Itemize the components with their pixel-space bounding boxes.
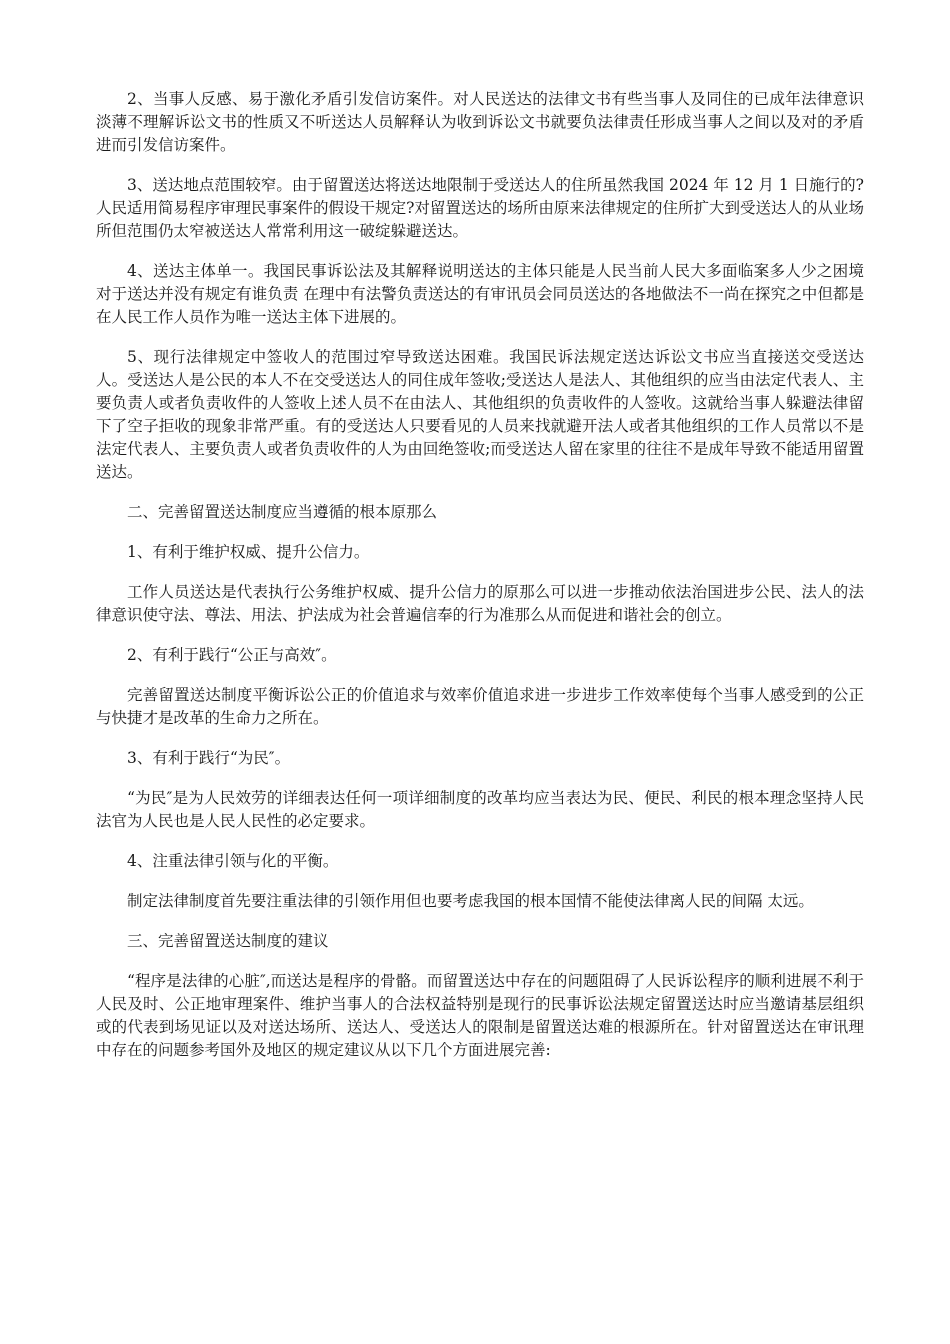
paragraph-point-3: 3、送达地点范围较窄。由于留置送达将送达地限制于受送达人的住所虽然我国 2024 年 12 月 1 日施行的?人民适用简易程序审理民事案件的假设干规定?对留置送达的场所由原来法律规定的住所扩大到受送达人的从业场所但范围仍太窄被送达人常常利用这一破绽躲避送达。 — [96, 176, 864, 240]
paragraph-section-3-intro: “程序是法律的心脏″,而送达是程序的骨骼。而留置送达中存在的问题阻碍了人民诉讼程序的顺利进展不利于人民及时、公正地审理案件、维护当事人的合法权益特别是现行的民事诉讼法规定留置送达时应当邀请基层组织或的代表到场见证以及对送达场所、送达人、受送达人的限制是留置送达难的根源所在。针对留置送达在审讯理中存在的问题参考国外及地区的规定建议从以下几个方面进展完善: — [96, 972, 864, 1059]
paragraph-subpoint-1: 工作人员送达是代表执行公务维护权威、提升公信力的原那么可以进一步推动依法治国进步公民、法人的法律意识使守法、尊法、用法、护法成为社会普遍信奉的行为准那么从而促进和谐社会的创立。 — [96, 583, 864, 624]
section-heading-3: 三、完善留置送达制度的建议 — [127, 932, 329, 950]
paragraph-subpoint-4: 制定法律制度首先要注重法律的引领作用但也要考虑我国的根本国情不能使法律离人民的间隔 太远。 — [127, 892, 814, 910]
paragraph-subpoint-3: “为民″是为人民效劳的详细表达任何一项详细制度的改革均应当表达为民、便民、利民的根本理念坚持人民法官为人民也是人民人民性的必定要求。 — [96, 789, 864, 830]
paragraph-point-4: 4、送达主体单一。我国民事诉讼法及其解释说明送达的主体只能是人民当前人民大多面临案多人少之困境对于送达并没有规定有谁负责 在理中有法警负责送达的有审讯员会同员送达的各地做法不一尚在探究之中但都是在人民工作人员作为唯一送达主体下进展的。 — [96, 262, 864, 326]
paragraph-point-5: 5、现行法律规定中签收人的范围过窄导致送达困难。我国民诉法规定送达诉讼文书应当直接送交受送达人。受送达人是公民的本人不在交受送达人的同住成年签收;受送达人是法人、其他组织的应当由法定代表人、主要负责人或者负责收件的人签收上述人员不在由法人、其他组织的负责收件的人签收。这就给当事人躲避法律留下了空子拒收的现象非常严重。有的受送达人只要看见的人员来找就避开法人或者其他组织的工作人员常以不是法定代表人、主要负责人或者负责收件的人为由回绝签收;而受送达人留在家里的往往不是成年导致不能适用留置送达。 — [96, 348, 864, 481]
section-heading-2: 二、完善留置送达制度应当遵循的根本原那么 — [127, 503, 438, 521]
subheading-1: 1、有利于维护权威、提升公信力。 — [127, 543, 370, 561]
subheading-3: 3、有利于践行“为民″。 — [127, 749, 291, 767]
paragraph-subpoint-2: 完善留置送达制度平衡诉讼公正的价值追求与效率价值追求进一步进步工作效率使每个当事人感受到的公正与快捷才是改革的生命力之所在。 — [96, 686, 864, 727]
paragraph-point-2: 2、当事人反感、易于激化矛盾引发信访案件。对人民送达的法律文书有些当事人及同住的已成年法律意识淡薄不理解诉讼文书的性质又不听送达人员解释认为收到诉讼文书就要负法律责任形成当事人之间以及对的矛盾进而引发信访案件。 — [96, 90, 864, 154]
subheading-2: 2、有利于践行“公正与高效″。 — [127, 646, 337, 664]
subheading-4: 4、注重法律引领与化的平衡。 — [127, 852, 339, 870]
document-body — [96, 88, 864, 1079]
